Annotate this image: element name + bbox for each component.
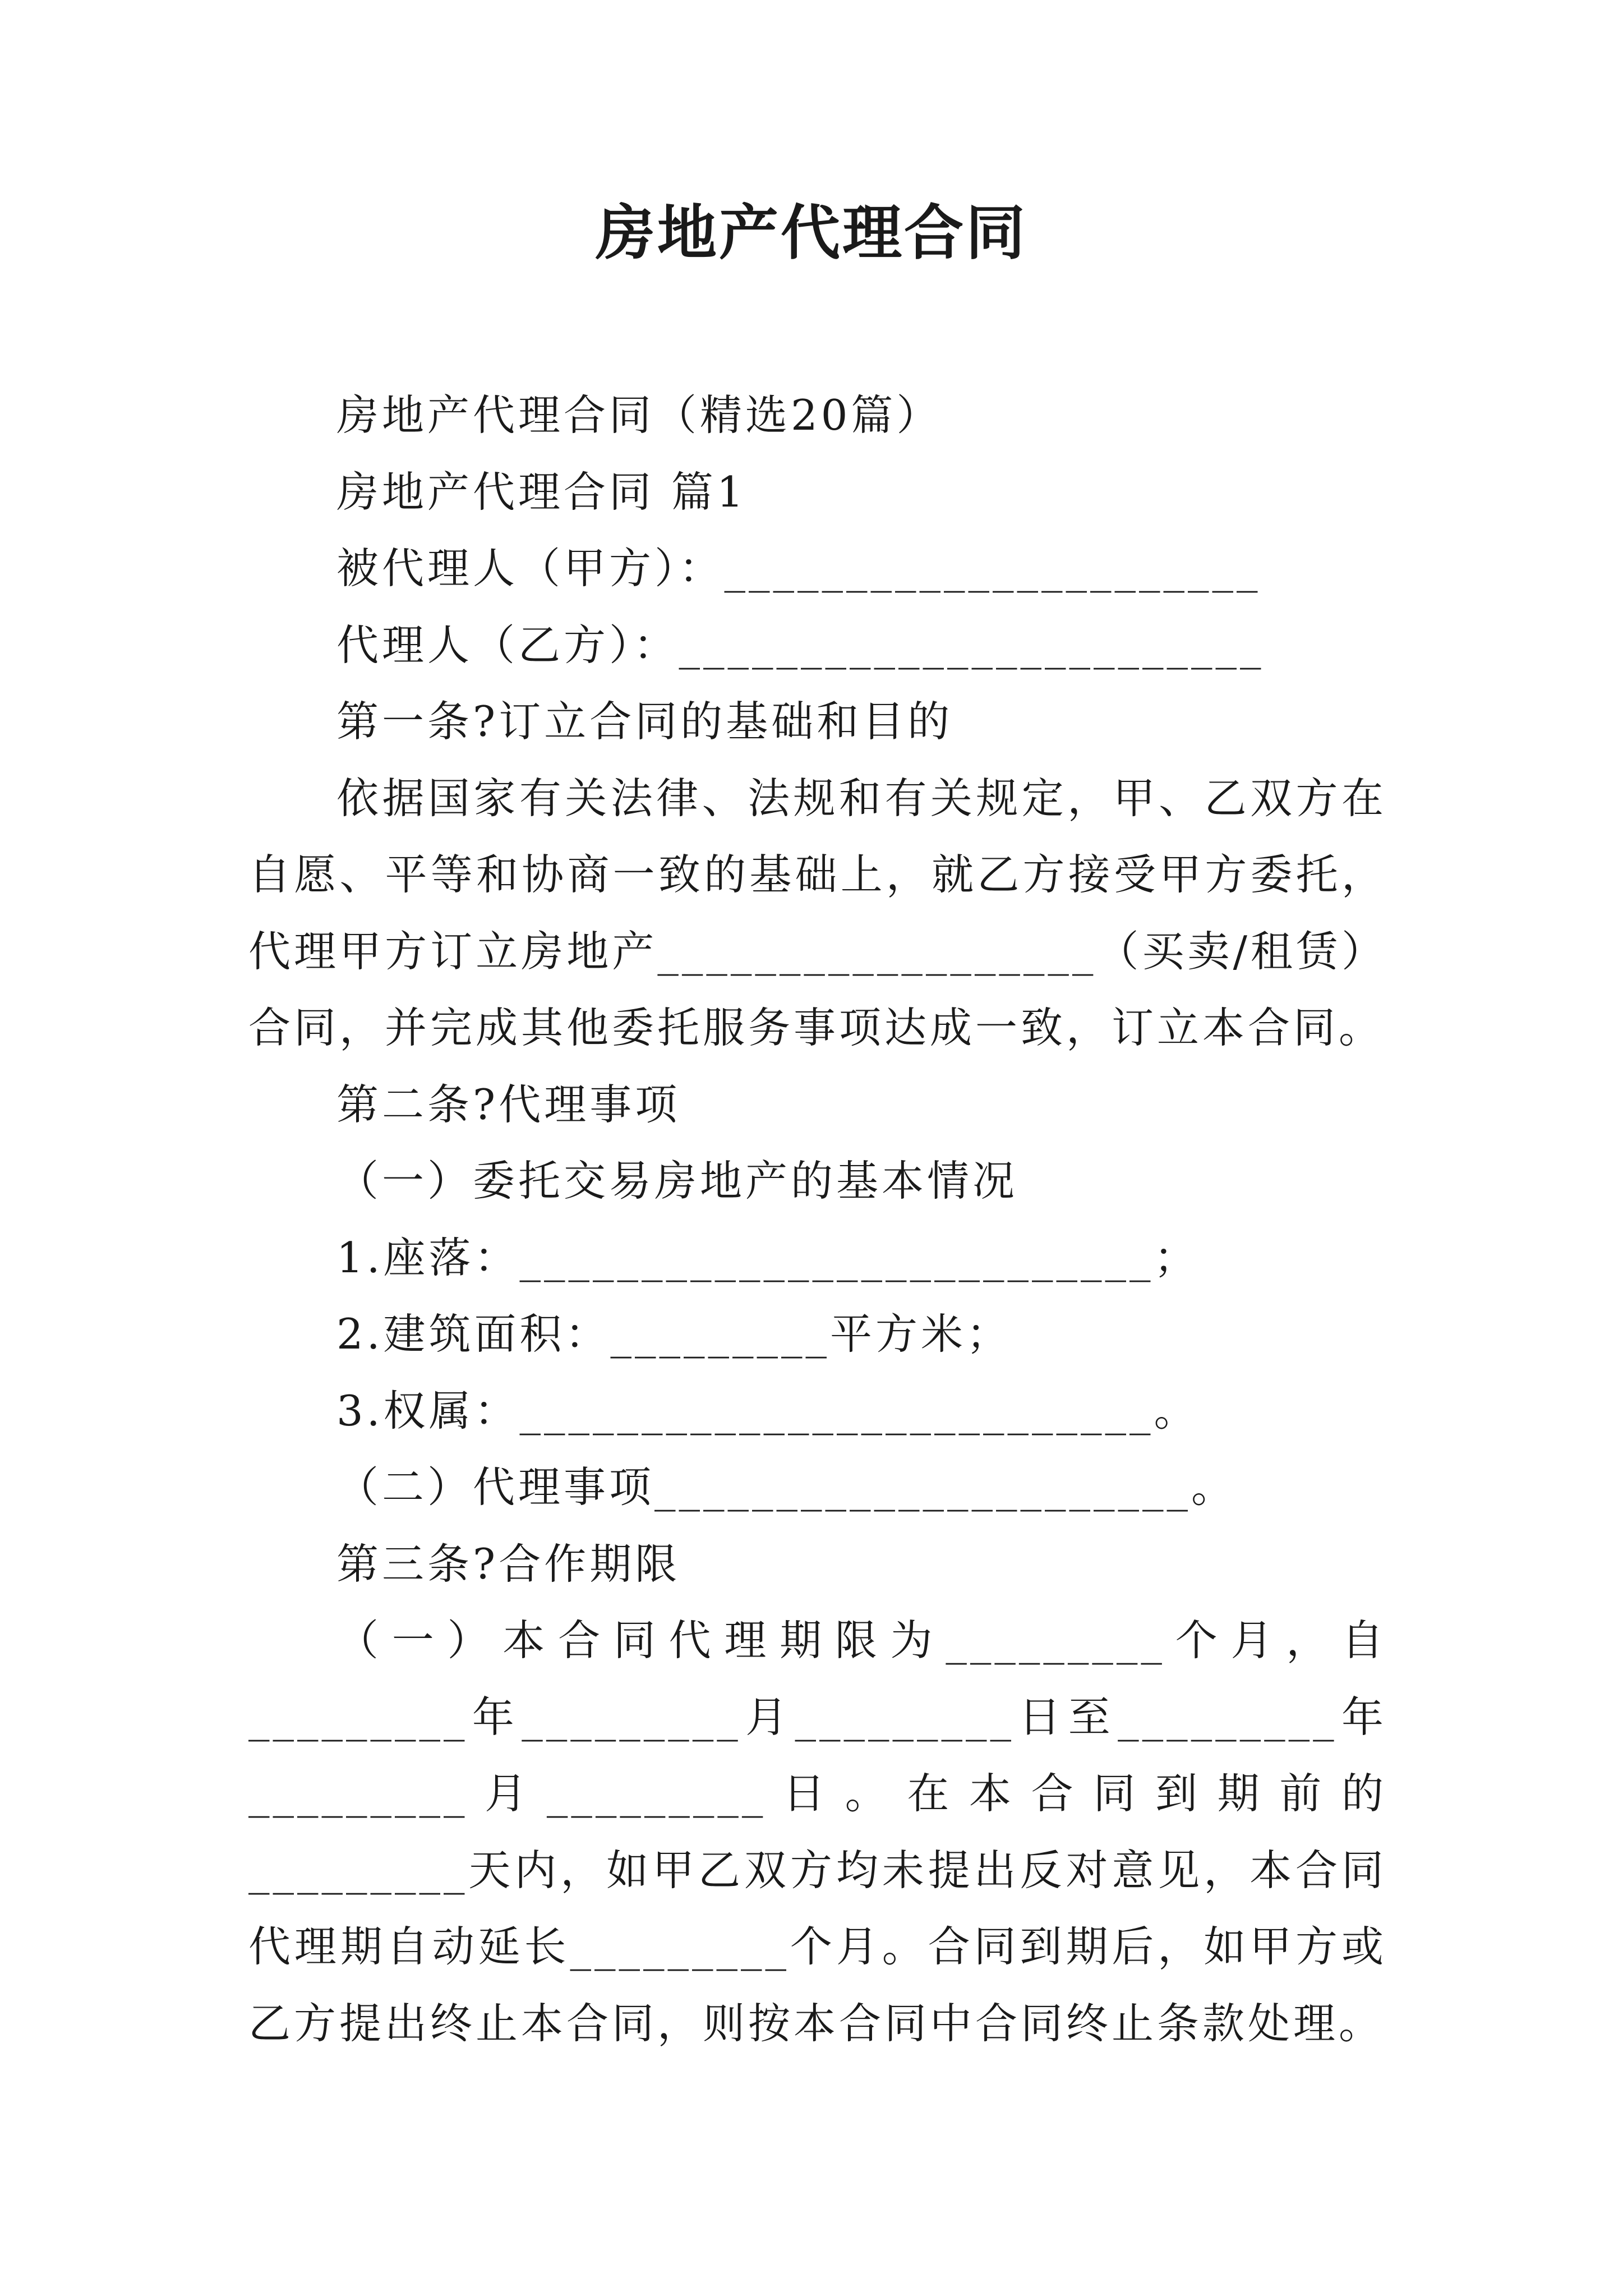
document-body [248, 377, 1387, 2062]
paragraph-article-2-sub-1: （一）委托交易房地产的基本情况 [336, 1156, 1018, 1205]
paragraph-article-2-sub-2: （二）代理事项______________________。 [336, 1462, 1237, 1512]
paragraph-item-location: 1.座落：__________________________； [336, 1232, 1200, 1282]
paragraph-subtitle: 房地产代理合同（精选20篇） [336, 390, 942, 440]
paragraph-party-a: 被代理人（甲方）：______________________ [336, 544, 1261, 593]
paragraph-article-3-body: （一）本合同代理期限为_________个月，自_________年_________月_________日至_________年_________月_________日。在本合同到期前的_________天内，如甲乙双方均未提出反对意见，本合同代理期自动延长_________个月。合同到期后，如甲方或乙方提出终止本合同，则按本合同中合同终止条款处理。 [248, 1616, 1387, 2048]
paragraph-item-area: 2.建筑面积：_________平方米； [336, 1309, 1012, 1359]
paragraph-section-heading: 房地产代理合同 篇1 [336, 467, 747, 517]
document-title: 房地产代理合同 [596, 197, 1027, 268]
paragraph-article-3-heading: 第三条?合作期限 [336, 1539, 681, 1589]
paragraph-party-b: 代理人（乙方）：________________________ [336, 620, 1265, 670]
paragraph-article-1-body: 依据国家有关法律、法规和有关规定，甲、乙双方在自愿、平等和协商一致的基础上，就乙方接受甲方委托，代理甲方订立房地产__________________（买卖/租赁）合同，并完成其他委托服务事项达成一致，订立本合同。 [248, 773, 1387, 1052]
paragraph-article-1-heading: 第一条?订立合同的基础和目的 [336, 697, 953, 746]
paragraph-item-ownership: 3.权属：__________________________。 [336, 1386, 1200, 1435]
paragraph-article-2-heading: 第二条?代理事项 [336, 1079, 681, 1129]
